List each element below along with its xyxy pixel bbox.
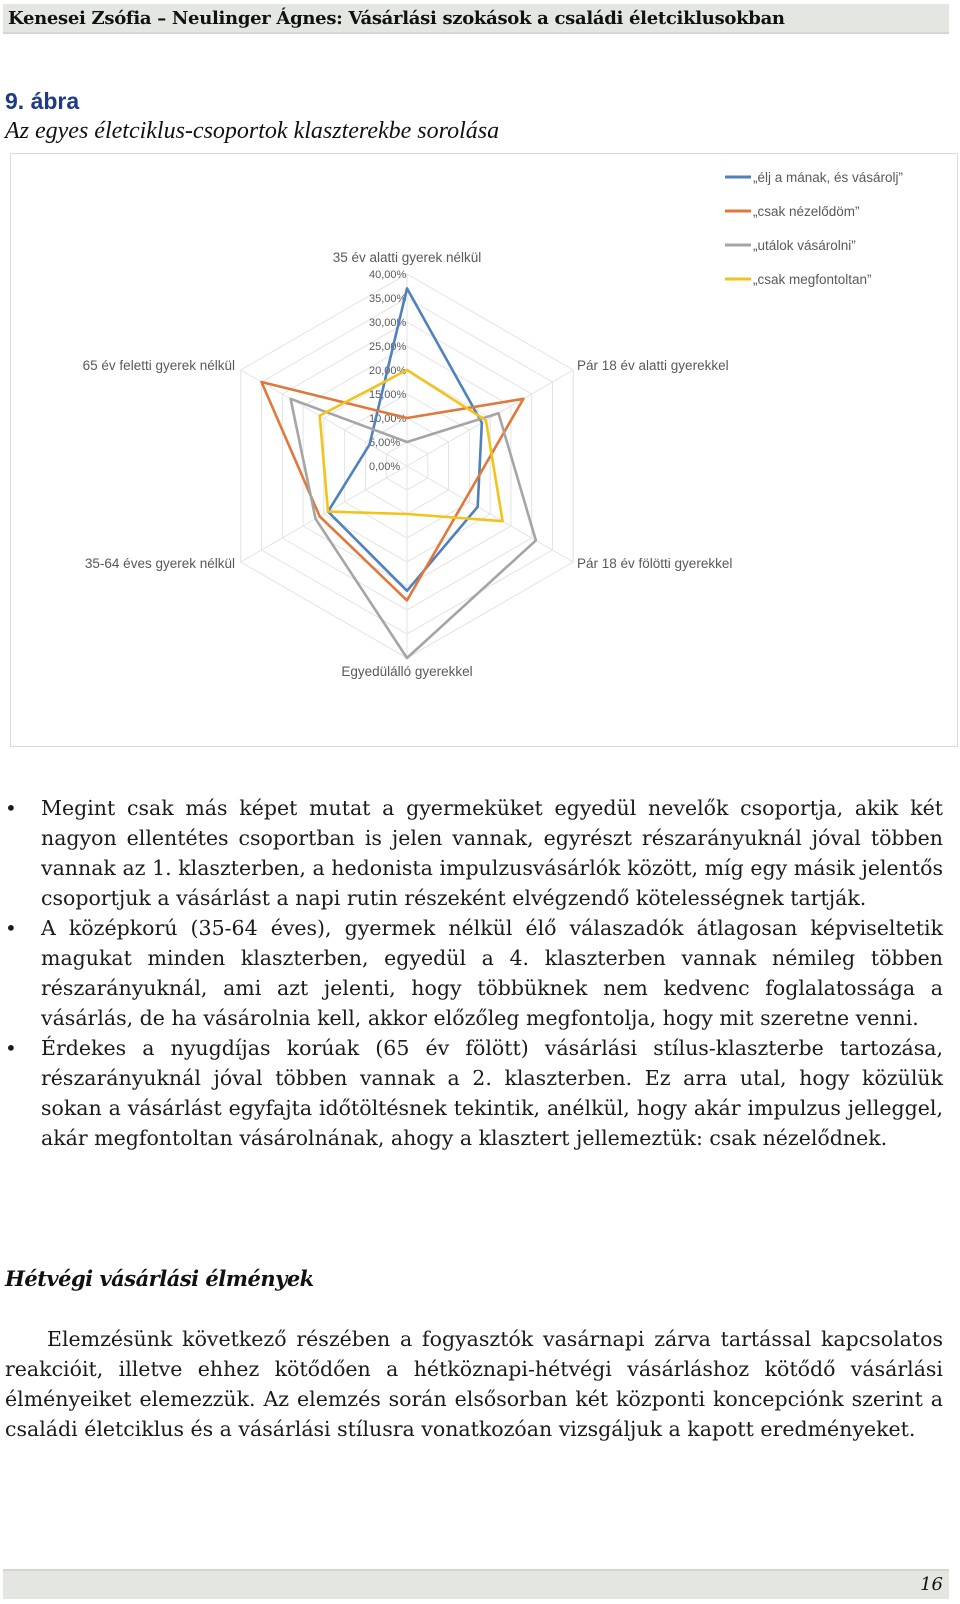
legend-label: „élj a mának, és vásárolj” — [753, 170, 904, 185]
tick-label: 30,00% — [369, 317, 407, 329]
legend-label: „csak megfontoltan” — [753, 272, 872, 287]
radar-chart-svg — [11, 154, 957, 746]
axis-category-label: Pár 18 év alatti gyerekkel — [577, 358, 729, 373]
running-header — [3, 4, 949, 34]
bullet-item: • Érdekes a nyugdíjas korúak (65 év fölött) vásárlási stílus-klaszterbe tartozása, részarányuknál jóval többen vannak a 2. klaszterben. Ez arra utal, hogy közülük sokan a vásárlást egyfajta időtöltésnek tekintik, anélkül, hogy akár impulzus jelleggel, akár megfontoltan vásárolnának, ahogy a klasztert jellemeztük: csak nézelődnek. — [5, 1033, 943, 1153]
axis-category-label: Egyedülálló gyerekkel — [341, 664, 473, 679]
series-line — [320, 370, 503, 521]
tick-label: 25,00% — [369, 341, 407, 353]
tick-label: 15,00% — [369, 389, 407, 401]
running-title: Kenesei Zsófia – Neulinger Ágnes: Vásárlási szokások a családi életciklusokban — [8, 8, 785, 29]
bullet-item: • Megint csak más képet mutat a gyermeküket egyedül nevelők csoportja, akik két nagyon ellentétes csoportban is jelen vannak, egyrészt részarányuknál jóval többen vannak az 1. klaszterben, a hedonista impulzusvásárlók között, míg egy másik jelentős csoportjuk a vásárlást a napi rutin részeként elvégzendő kötelességnek tartják. — [5, 793, 943, 913]
series-line — [291, 399, 536, 658]
tick-label: 40,00% — [369, 269, 407, 281]
page-footer — [3, 1569, 949, 1599]
tick-label: 35,00% — [369, 293, 407, 305]
legend-label: „utálok vásárolni” — [753, 238, 856, 253]
tick-label: 10,00% — [369, 413, 407, 425]
tick-label: 0,00% — [369, 461, 401, 473]
axis-category-label: 35 év alatti gyerek nélkül — [332, 250, 482, 265]
axis-category-label: Pár 18 év fölötti gyerekkel — [577, 556, 733, 571]
figure-number: 9. ábra — [5, 88, 80, 114]
page-number: 16 — [920, 1574, 943, 1595]
bullet-list — [5, 793, 943, 1153]
bullet-item: • A középkorú (35-64 éves), gyermek nélkül élő válaszadók átlagosan képviseltetik magukat minden klaszterben, egyedül a 4. klaszterben vannak némileg többen részarányuknál, ami azt jelenti, hogy többüknek nem kedvenc foglalatossága a vásárlás, de ha vásárolnia kell, akkor előzőleg megfontolja, hogy mit szeretne venni. — [5, 913, 943, 1033]
body-paragraph: Elemzésünk következő részében a fogyasztók vasárnapi zárva tartással kapcsolatos reakcióit, illetve ehhez kötődően a hétköznapi-hétvégi vásárláshoz kötődő vásárlási élményeiket elemezzük. Az elemzés során elsősorban két központi koncepciónk szerint a családi életciklus és a vásárlási stílusra vonatkozóan vizsgáljuk a kapott eredményeket. — [5, 1327, 943, 1441]
tick-label: 5,00% — [369, 437, 401, 449]
axis-category-label: 65 év feletti gyerek nélkül — [82, 358, 235, 373]
section-heading: Hétvégi vásárlási élmények — [5, 1266, 314, 1291]
legend-label: „csak nézelődöm” — [753, 204, 860, 219]
axis-category-label: 35-64 éves gyerek nélkül — [84, 556, 235, 571]
tick-label: 20,00% — [369, 365, 407, 377]
figure-title: Az egyes életciklus-csoportok klaszterekbe sorolása — [5, 118, 500, 144]
radar-chart — [10, 153, 958, 747]
